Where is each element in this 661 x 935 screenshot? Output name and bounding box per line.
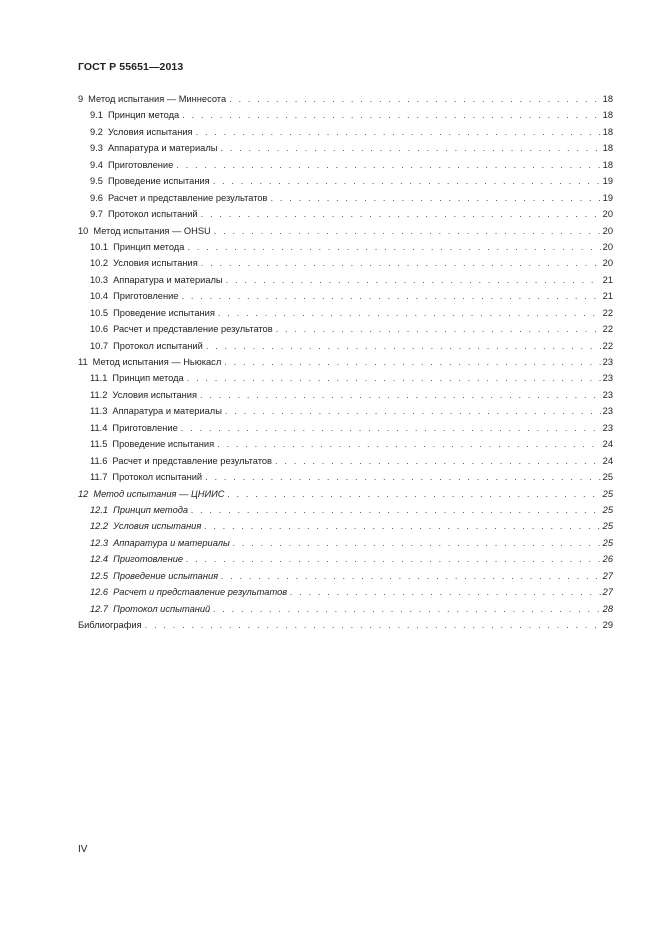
toc-entry-title: Протокол испытаний (107, 209, 198, 220)
toc-entry-number: 9.4 (90, 159, 103, 170)
toc-leader-dots (213, 173, 601, 189)
toc-entry-number: 10.7 (90, 340, 109, 351)
toc-entry[interactable] (78, 272, 613, 288)
toc-entry-page: 20 (602, 241, 613, 252)
toc-entry-number: 10.3 (90, 274, 109, 285)
toc-entry[interactable] (78, 321, 613, 337)
toc-entry[interactable] (78, 305, 613, 321)
toc-entry-page: 24 (602, 439, 613, 450)
toc-entry-number: 11.7 (90, 472, 108, 483)
toc-entry-page: 25 (602, 504, 613, 515)
toc-entry[interactable] (78, 206, 613, 222)
page-number: IV (78, 844, 88, 855)
toc-entry-number: 12.7 (90, 603, 109, 614)
toc-entry-title: Принцип метода (112, 373, 184, 384)
toc-entry-title: Расчет и представление результатов (113, 587, 288, 598)
toc-entry[interactable] (78, 420, 613, 436)
toc-entry-title: Условия испытания (112, 389, 198, 400)
toc-leader-dots (201, 206, 601, 222)
toc-entry-number: 9.2 (90, 126, 103, 137)
toc-leader-dots (204, 518, 600, 534)
toc-entry-page: 29 (602, 620, 613, 630)
toc-entry-page: 21 (602, 274, 613, 285)
toc-leader-dots (182, 107, 600, 123)
toc-entry-page: 22 (602, 307, 613, 318)
toc-entry-number: 9.7 (90, 209, 103, 220)
toc-entry-number: 9.6 (90, 192, 103, 203)
toc-entry-number: 12.5 (90, 570, 109, 581)
toc-entry[interactable] (78, 370, 613, 386)
toc-leader-dots (181, 288, 600, 304)
toc-entry[interactable] (78, 403, 613, 419)
toc-leader-dots (221, 568, 601, 584)
toc-leader-dots (214, 223, 601, 239)
document-header (78, 61, 183, 73)
toc-entry-page: 18 (602, 159, 613, 170)
toc-entry-page: 23 (602, 357, 613, 367)
toc-entry-number: 9.3 (90, 143, 103, 154)
toc-entry-title: Условия испытания (107, 126, 193, 137)
toc-entry[interactable] (78, 239, 613, 255)
toc-entry-number: 11.3 (90, 406, 108, 417)
toc-entry-page: 25 (602, 537, 613, 548)
toc-entry[interactable] (78, 601, 613, 617)
toc-leader-dots (290, 584, 601, 600)
toc-entry-title: Метод испытания — Ньюкасл (92, 357, 222, 367)
toc-leader-dots (187, 370, 601, 386)
toc-entry-page: 18 (602, 94, 613, 104)
toc-entry-page: 25 (602, 521, 613, 532)
toc-entry[interactable] (78, 584, 613, 600)
toc-entry-number: 11.4 (90, 422, 108, 433)
toc-entry-title: Принцип метода (107, 110, 180, 121)
toc-entry[interactable] (78, 617, 613, 633)
toc-leader-dots (206, 338, 601, 354)
toc-entry-title: Условия испытания (113, 521, 202, 532)
toc-entry-title: Расчет и представление результатов (112, 455, 272, 466)
toc-entry[interactable] (78, 338, 613, 354)
toc-leader-dots (220, 140, 600, 156)
toc-entry-page: 22 (602, 324, 613, 335)
toc-leader-dots (200, 387, 601, 403)
toc-entry-number: 10.2 (90, 258, 109, 269)
toc-entry-title: Принцип метода (113, 504, 189, 515)
toc-entry-title: Приготовление (113, 554, 184, 565)
toc-entry-number: 9.1 (90, 110, 103, 121)
toc-entry[interactable] (78, 190, 613, 206)
toc-leader-dots (187, 239, 600, 255)
toc-entry-page: 21 (602, 291, 613, 302)
toc-entry-page: 20 (602, 209, 613, 220)
toc-entry-title: Расчет и представление результатов (113, 324, 273, 335)
toc-entry[interactable] (78, 502, 613, 518)
toc-entry-number: 11.2 (90, 389, 108, 400)
toc-entry-number: 10.4 (90, 291, 109, 302)
toc-entry-page: 26 (602, 554, 613, 565)
toc-leader-dots (191, 502, 601, 518)
toc-entry-page: 23 (602, 389, 613, 400)
toc-entry[interactable] (78, 223, 613, 239)
toc-entry-number: 11.6 (90, 455, 108, 466)
toc-entry[interactable] (78, 568, 613, 584)
toc-entry-title: Проведение испытания (107, 176, 210, 187)
toc-leader-dots (217, 436, 601, 452)
toc-entry-page: 18 (602, 143, 613, 154)
toc-leader-dots (213, 601, 600, 617)
toc-leader-dots (233, 535, 601, 551)
toc-entry[interactable] (78, 436, 613, 452)
toc-entry[interactable] (78, 518, 613, 534)
toc-entry-number: 12 (78, 488, 89, 499)
toc-leader-dots (229, 91, 601, 107)
toc-leader-dots (205, 469, 601, 485)
toc-entry-page: 23 (602, 422, 613, 433)
toc-entry[interactable] (78, 173, 613, 189)
toc-leader-dots (224, 354, 600, 370)
toc-entry-title: Метод испытания — ЦНИИС (93, 488, 225, 499)
toc-entry[interactable] (78, 107, 613, 123)
toc-leader-dots (181, 420, 601, 436)
toc-entry-number: 12.3 (90, 537, 109, 548)
toc-entry-number: 12.4 (90, 554, 109, 565)
toc-entry[interactable] (78, 535, 613, 551)
toc-leader-dots (275, 453, 601, 469)
toc-entry-number: 9.5 (90, 176, 103, 187)
toc-leader-dots (201, 255, 601, 271)
toc-leader-dots (227, 486, 600, 502)
toc-entry[interactable] (78, 486, 613, 502)
toc-entry[interactable] (78, 91, 613, 107)
toc-entry[interactable] (78, 157, 613, 173)
toc-entry-page: 19 (602, 176, 613, 187)
toc-entry-number: 12.2 (90, 521, 109, 532)
toc-leader-dots (186, 551, 601, 567)
toc-leader-dots (196, 124, 601, 140)
toc-entry-number: 10.5 (90, 307, 109, 318)
toc-entry-title: Приготовление (107, 159, 174, 170)
toc-entry-title: Приготовление (112, 422, 178, 433)
toc-entry-page: 20 (602, 225, 613, 236)
toc-entry[interactable] (78, 551, 613, 567)
toc-entry-title: Аппаратура и материалы (107, 143, 218, 154)
toc-entry-page: 25 (602, 472, 613, 483)
toc-entry-page: 25 (602, 488, 613, 499)
toc-entry[interactable] (78, 469, 613, 485)
toc-leader-dots (145, 617, 601, 633)
toc-entry-title: Проведение испытания (113, 570, 219, 581)
toc-entry-title: Библиография (78, 620, 142, 630)
toc-entry-page: 18 (602, 110, 613, 121)
toc-leader-dots (225, 403, 601, 419)
toc-entry-title: Протокол испытаний (113, 603, 211, 614)
toc-entry-number: 11 (78, 357, 88, 367)
toc-entry[interactable] (78, 453, 613, 469)
page-footer (78, 844, 87, 855)
toc-entry-title: Принцип метода (113, 241, 185, 252)
toc-entry[interactable] (78, 387, 613, 403)
toc-entry-page: 27 (602, 570, 613, 581)
toc-entry-number: 11.5 (90, 439, 108, 450)
toc-leader-dots (218, 305, 601, 321)
toc-entry[interactable] (78, 140, 613, 156)
toc-entry-page: 27 (602, 587, 613, 598)
toc-entry-title: Аппаратура и материалы (113, 274, 223, 285)
toc-entry-title: Протокол испытаний (112, 472, 203, 483)
toc-entry-page: 23 (602, 373, 613, 384)
toc-entry-number: 10 (78, 225, 89, 236)
toc-entry-number: 11.1 (90, 373, 108, 384)
toc-entry-title: Аппаратура и материалы (113, 537, 230, 548)
toc-entry-page: 23 (602, 406, 613, 417)
toc-leader-dots (276, 321, 601, 337)
toc-entry-number: 10.1 (90, 241, 109, 252)
toc-entry-page: 22 (602, 340, 613, 351)
toc-entry-number: 12.1 (90, 504, 109, 515)
toc-entry-title: Проведение испытания (113, 307, 215, 318)
toc-entry-page: 20 (602, 258, 613, 269)
toc-entry-page: 18 (602, 126, 613, 137)
toc-entry-title: Протокол испытаний (113, 340, 203, 351)
toc-entry-page: 19 (602, 192, 613, 203)
toc-entry[interactable] (78, 124, 613, 140)
toc-entry[interactable] (78, 354, 613, 370)
toc-leader-dots (271, 190, 601, 206)
toc-leader-dots (226, 272, 601, 288)
toc-entry-number: 12.6 (90, 587, 109, 598)
standard-title: ГОСТ Р 55651—2013 (78, 61, 184, 73)
toc-leader-dots (176, 157, 600, 173)
toc-entry[interactable] (78, 255, 613, 271)
table-of-contents (78, 91, 613, 633)
toc-entry-title: Метод испытания — OHSU (93, 225, 211, 236)
toc-entry-page: 24 (602, 455, 613, 466)
toc-entry-title: Метод испытания — Миннесота (88, 94, 227, 104)
toc-entry-title: Расчет и представление результатов (107, 192, 268, 203)
toc-entry-number: 10.6 (90, 324, 109, 335)
toc-entry-title: Аппаратура и материалы (112, 406, 222, 417)
toc-entry-title: Условия испытания (113, 258, 198, 269)
toc-entry[interactable] (78, 288, 613, 304)
toc-entry-title: Проведение испытания (112, 439, 215, 450)
toc-entry-number: 9 (78, 94, 84, 104)
toc-entry-page: 28 (602, 603, 613, 614)
toc-entry-title: Приготовление (113, 291, 179, 302)
